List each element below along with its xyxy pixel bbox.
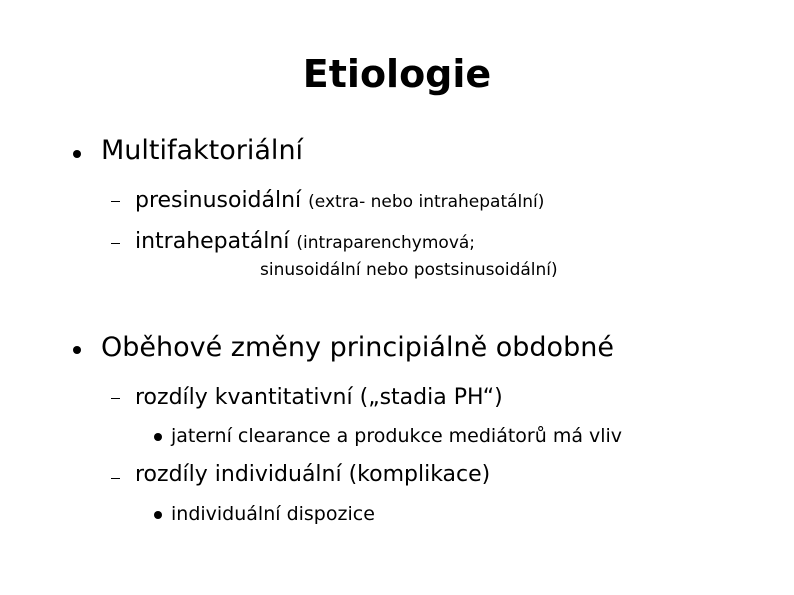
bullet-dash-icon (111, 201, 120, 202)
subitem-rozdily-individualni: rozdíly individuální (komplikace) (135, 462, 491, 487)
subsubitem-individualni-dispozice: individuální dispozice (171, 503, 375, 525)
bullet-dash-icon (111, 243, 120, 244)
subitem-presinusoidalni (135, 186, 544, 217)
bullet-dot-icon (73, 346, 81, 354)
subitem-intrahepatalni-note: (intraparenchymová; (296, 233, 476, 253)
bullet-dash-icon (111, 398, 120, 399)
slide-title: Etiologie (302, 52, 492, 96)
subitem-intrahepatalni-label: intrahepatální (135, 229, 290, 254)
subitem-intrahepatalni (135, 227, 475, 258)
subsubitem-jaterni-clearance: jaterní clearance a produkce mediátorů má vliv (171, 425, 623, 447)
bullet-dot-icon (154, 511, 162, 519)
bullet-multifaktorialni: Multifaktoriální (101, 135, 304, 166)
bullet-obehove-zmeny: Oběhové změny principiálně obdobné (101, 332, 614, 363)
bullet-dot-icon (73, 150, 81, 158)
subitem-intrahepatalni-note-continuation: sinusoidální nebo postsinusoidální) (260, 260, 558, 280)
bullet-dash-icon (111, 478, 120, 479)
subitem-presinusoidalni-label: presinusoidální (135, 188, 302, 213)
subitem-presinusoidalni-note: (extra- nebo intrahepatální) (308, 192, 545, 212)
bullet-dot-icon (154, 433, 162, 441)
subitem-rozdily-kvantitativni: rozdíly kvantitativní („stadia PH“) (135, 385, 503, 410)
